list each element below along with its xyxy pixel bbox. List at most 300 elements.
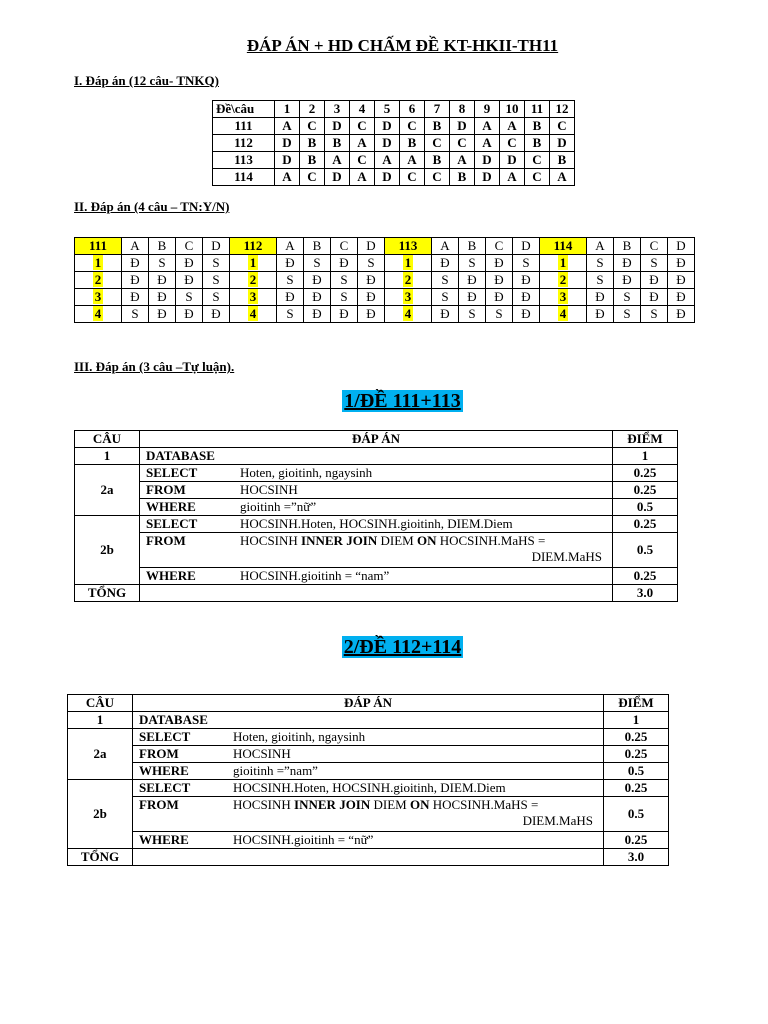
sql-text: Hoten, gioitinh, ngaysinh [233,729,366,744]
answer-cell: S [304,255,331,272]
answer-cell: S [432,289,459,306]
question-number-cell [230,289,277,306]
table-row [75,289,695,306]
question-number-cell [230,306,277,323]
answer-cell: A [275,169,300,186]
answer-cell: DATABASE [133,712,604,729]
section3-heading: III. Đáp án (3 câu –Tự luận). [74,359,235,374]
question-number: 1 [404,255,412,270]
answer-cell: S [149,255,176,272]
sql-text: HOCSINH.Hoten, HOCSINH.gioitinh, DIEM.Diem [233,780,506,795]
option-header: A [277,238,304,255]
answer-cell: C [350,152,375,169]
sql-keyword: SELECT [146,516,198,531]
option-header: D [203,238,230,255]
question-label: 2b [68,780,133,849]
sql-text: HOCSINH [240,533,298,548]
sql-from-line-cont [139,813,603,829]
sql-keyword: WHERE [139,763,189,778]
exam2-banner: 2/ĐỀ 112+114 [343,636,462,658]
answer-cell: Đ [513,289,540,306]
table-row [68,849,669,866]
question-number-cell [75,255,122,272]
sql-keyword: SELECT [139,780,191,795]
answer-cell: Đ [176,306,203,323]
answer-cell: S [486,306,513,323]
answer-cell: Đ [459,272,486,289]
sql-keyword: WHERE [146,499,196,514]
answer-cell: B [525,135,550,152]
option-header: D [358,238,385,255]
answer-cell: D [475,169,500,186]
answer-cell: B [450,169,475,186]
answer-cell: Đ [149,272,176,289]
header-diem: ĐIỂM [613,431,678,448]
table-row [75,585,678,602]
sql-text: DIEM [380,533,414,548]
column-header: 4 [350,101,375,118]
answer-cell: A [400,152,425,169]
question-number: 4 [559,306,567,321]
total-label: TỔNG [75,585,140,602]
answer-cell: DATABASE [140,448,613,465]
sql-keyword: FROM [146,533,186,548]
answer-cell: C [400,118,425,135]
sql-text: DIEM.MaHS [531,549,602,564]
answer-cell: C [450,135,475,152]
points-cell: 0.25 [613,482,678,499]
answer-cell: Đ [486,255,513,272]
table-row [68,712,669,729]
answer-cell: B [525,118,550,135]
answer-cell: Đ [358,306,385,323]
answer-cell: S [432,272,459,289]
column-header: 6 [400,101,425,118]
table-row [68,763,669,780]
answer-cell: Đ [277,289,304,306]
table-row [213,169,575,186]
answer-cell: S [203,255,230,272]
header-cau: CÂU [68,695,133,712]
points-cell: 0.25 [604,729,669,746]
answer-cell: Đ [641,272,668,289]
answer-cell: Đ [331,306,358,323]
sql-from-line [146,533,612,549]
answer-cell: Đ [176,272,203,289]
question-number-cell [75,272,122,289]
answer-cell: C [300,118,325,135]
sql-text: HOCSINH [233,797,291,812]
answer-cell: S [358,255,385,272]
answer-cell: Đ [668,306,695,323]
page-title: ĐÁP ÁN + HD CHẤM ĐỀ KT-HKII-TH11 [246,36,559,55]
answer-cell: Đ [668,255,695,272]
answer-cell: D [375,169,400,186]
option-header: A [587,238,614,255]
question-number-cell [540,306,587,323]
column-header: 10 [500,101,525,118]
points-cell: 0.5 [613,533,678,568]
question-number: 2 [94,272,102,287]
answer-cell: B [425,152,450,169]
sql-on-keyword: ON [409,797,430,812]
table-row [75,568,678,585]
question-number: 3 [404,289,412,304]
mcq-answer-table [212,100,575,186]
option-header: B [149,238,176,255]
answer-cell: C [525,152,550,169]
answer-cell: S [331,272,358,289]
answer-cell: D [375,135,400,152]
exam-code-cell: 113 [213,152,275,169]
answer-cell: Đ [122,272,149,289]
table-row [75,272,695,289]
answer-cell: Đ [614,272,641,289]
answer-cell: B [400,135,425,152]
answer-cell: Đ [122,255,149,272]
table-row [213,101,575,118]
answer-cell: Đ [176,255,203,272]
sql-from-line [139,797,603,813]
question-label: 2a [68,729,133,780]
option-header: D [513,238,540,255]
sql-keyword: FROM [139,797,179,812]
header-dapan: ĐÁP ÁN [133,695,604,712]
question-number: 3 [94,289,102,304]
answer-cell: S [277,272,304,289]
answer-cell: D [475,152,500,169]
table-row [75,533,678,568]
table-row [213,118,575,135]
points-cell: 0.5 [613,499,678,516]
option-header: B [304,238,331,255]
answer-cell: D [450,118,475,135]
question-number-cell [385,289,432,306]
answer-cell: Đ [358,289,385,306]
answer-cell: C [500,135,525,152]
empty-cell [133,849,604,866]
question-number-cell [75,306,122,323]
question-number-cell [75,289,122,306]
total-points: 3.0 [604,849,669,866]
answer-cell: C [400,169,425,186]
option-header: A [432,238,459,255]
answer-cell: Đ [203,306,230,323]
answer-cell: B [300,135,325,152]
sql-text: DIEM [373,797,407,812]
answer-cell: C [550,118,575,135]
answer-cell: Đ [587,289,614,306]
answer-cell: B [300,152,325,169]
answer-cell: A [475,118,500,135]
points-cell: 0.5 [604,797,669,832]
question-label: 2b [75,516,140,585]
answer-cell [133,729,604,746]
truefalse-answer-table [74,237,695,323]
table-row [75,255,695,272]
answer-cell: Đ [304,289,331,306]
question-number: 1 [94,255,102,270]
answer-cell: Đ [486,272,513,289]
sql-keyword: FROM [146,482,186,497]
answer-cell [140,482,613,499]
answer-cell: Đ [304,306,331,323]
sql-text: DIEM.MaHS [522,813,593,828]
table-row [75,306,695,323]
section2-heading: II. Đáp án (4 câu – TN:Y/N) [74,199,230,214]
sql-join-keyword: INNER JOIN [294,797,371,812]
answer-cell: C [300,169,325,186]
answer-cell: C [525,169,550,186]
table-row [68,695,669,712]
sql-on-keyword: ON [416,533,437,548]
question-label: 1 [75,448,140,465]
answer-cell: D [550,135,575,152]
column-header: 12 [550,101,575,118]
option-header: C [641,238,668,255]
answer-cell: A [350,135,375,152]
total-points: 3.0 [613,585,678,602]
table-row [68,746,669,763]
exam-code-cell: 111 [75,238,122,255]
sql-join-keyword: INNER JOIN [301,533,378,548]
answer-cell: C [425,169,450,186]
points-cell: 0.25 [604,832,669,849]
column-header: 2 [300,101,325,118]
points-cell: 0.25 [613,465,678,482]
exam-code-cell: 114 [540,238,587,255]
table-row [213,135,575,152]
table-row [75,448,678,465]
sql-text: Hoten, gioitinh, ngaysinh [240,465,373,480]
answer-cell: S [122,306,149,323]
column-header: 1 [275,101,300,118]
points-cell: 1 [604,712,669,729]
question-label: 2a [75,465,140,516]
answer-cell [133,763,604,780]
question-number: 1 [249,255,257,270]
question-number: 2 [404,272,412,287]
answer-cell: Đ [277,255,304,272]
answer-cell: S [203,289,230,306]
option-header: D [668,238,695,255]
option-header: C [331,238,358,255]
table-row [68,797,669,832]
answer-cell: S [587,255,614,272]
answer-cell: A [275,118,300,135]
answer-cell: Đ [459,289,486,306]
question-number: 4 [404,306,412,321]
option-header: B [459,238,486,255]
answer-cell: B [425,118,450,135]
question-number-cell [540,272,587,289]
exam-code-cell: 112 [230,238,277,255]
answer-cell: S [614,289,641,306]
answer-cell: Đ [513,272,540,289]
question-number: 4 [249,306,257,321]
question-number: 1 [559,255,567,270]
points-cell: 0.25 [613,516,678,533]
sql-from-line-cont [146,549,612,565]
exam-code-cell: 111 [213,118,275,135]
answer-cell: Đ [358,272,385,289]
answer-cell: Đ [304,272,331,289]
answer-cell: D [275,135,300,152]
answer-cell [140,568,613,585]
answer-cell: Đ [614,255,641,272]
option-header: B [614,238,641,255]
answer-cell: S [641,306,668,323]
table-row [75,516,678,533]
table-row [68,780,669,797]
answer-cell [140,465,613,482]
empty-cell [140,585,613,602]
answer-cell: Đ [122,289,149,306]
answer-cell: C [350,118,375,135]
table-row [68,832,669,849]
answer-cell: S [331,289,358,306]
question-number-cell [385,255,432,272]
answer-cell: A [500,118,525,135]
sql-keyword: WHERE [139,832,189,847]
table-row [213,152,575,169]
sql-keyword: FROM [139,746,179,761]
exam1-banner: 1/ĐỀ 111+113 [344,390,461,412]
table-row [75,482,678,499]
sql-text: gioitinh =”nữ” [240,499,317,514]
answer-cell: A [450,152,475,169]
answer-cell: A [350,169,375,186]
sql-text: HOCSINH.gioitinh = “nam” [240,568,390,583]
answer-cell: D [325,169,350,186]
option-header: C [176,238,203,255]
answer-cell: Đ [486,289,513,306]
points-cell: 0.25 [604,746,669,763]
question-number-cell [385,306,432,323]
answer-cell [133,780,604,797]
question-number-cell [230,255,277,272]
table-row [75,499,678,516]
answer-cell [140,516,613,533]
answer-cell: Đ [149,289,176,306]
column-header: 11 [525,101,550,118]
answer-cell [133,746,604,763]
question-label: 1 [68,712,133,729]
answer-cell: S [203,272,230,289]
column-header: 7 [425,101,450,118]
column-header: 5 [375,101,400,118]
answer-cell: Đ [432,306,459,323]
option-header: A [122,238,149,255]
column-header: 8 [450,101,475,118]
exam2-essay-table [67,694,669,866]
total-label: TỔNG [68,849,133,866]
question-number: 2 [559,272,567,287]
sql-text: HOCSINH.MaHS = [432,797,539,812]
table-row [75,431,678,448]
answer-cell: Đ [331,255,358,272]
answer-cell: Đ [587,306,614,323]
exam2-banner-wrap [0,636,768,659]
exam-code-cell: 113 [385,238,432,255]
points-cell: 1 [613,448,678,465]
answer-cell [133,832,604,849]
answer-cell [140,533,613,568]
answer-cell: S [614,306,641,323]
answer-cell: A [500,169,525,186]
answer-cell: Đ [668,272,695,289]
answer-cell: Đ [513,306,540,323]
exam-code-cell: 112 [213,135,275,152]
answer-cell: S [641,255,668,272]
table-row [68,729,669,746]
section1-heading: I. Đáp án (12 câu- TNKQ) [74,73,219,88]
sql-keyword: SELECT [146,465,198,480]
points-cell: 0.5 [604,763,669,780]
answer-cell: B [550,152,575,169]
answer-cell: Đ [668,289,695,306]
answer-cell: B [325,135,350,152]
column-header: 3 [325,101,350,118]
answer-cell: D [500,152,525,169]
exam-code-cell: 114 [213,169,275,186]
answer-cell: S [513,255,540,272]
column-header: 9 [475,101,500,118]
option-header: C [486,238,513,255]
answer-cell: Đ [149,306,176,323]
points-cell: 0.25 [604,780,669,797]
header-diem: ĐIỂM [604,695,669,712]
question-number-cell [230,272,277,289]
header-cau: CÂU [75,431,140,448]
answer-cell: Đ [432,255,459,272]
answer-cell [133,797,604,832]
answer-cell: C [425,135,450,152]
sql-keyword: WHERE [146,568,196,583]
question-number-cell [540,289,587,306]
question-number: 3 [559,289,567,304]
sql-keyword: SELECT [139,729,191,744]
answer-cell [140,499,613,516]
answer-cell: Đ [641,289,668,306]
question-number: 3 [249,289,257,304]
answer-cell: D [325,118,350,135]
answer-cell: S [277,306,304,323]
answer-cell: A [375,152,400,169]
answer-cell: A [475,135,500,152]
answer-cell: A [550,169,575,186]
answer-cell: S [459,255,486,272]
answer-cell: S [459,306,486,323]
sql-text: HOCSINH.gioitinh = “nữ” [233,832,374,847]
header-dapan: ĐÁP ÁN [140,431,613,448]
answer-cell: S [587,272,614,289]
exam1-essay-table [74,430,678,602]
question-number-cell [385,272,432,289]
answer-cell: S [176,289,203,306]
table-row [75,238,695,255]
table-row [75,465,678,482]
answer-cell: D [375,118,400,135]
sql-text: gioitinh =”nam” [233,763,318,778]
header-cell: Đề\câu [213,101,275,118]
exam1-banner-wrap [0,390,768,413]
answer-cell: D [275,152,300,169]
sql-text: HOCSINH [240,482,298,497]
sql-text: HOCSINH [233,746,291,761]
sql-text: HOCSINH.Hoten, HOCSINH.gioitinh, DIEM.Diem [240,516,513,531]
question-number: 4 [94,306,102,321]
